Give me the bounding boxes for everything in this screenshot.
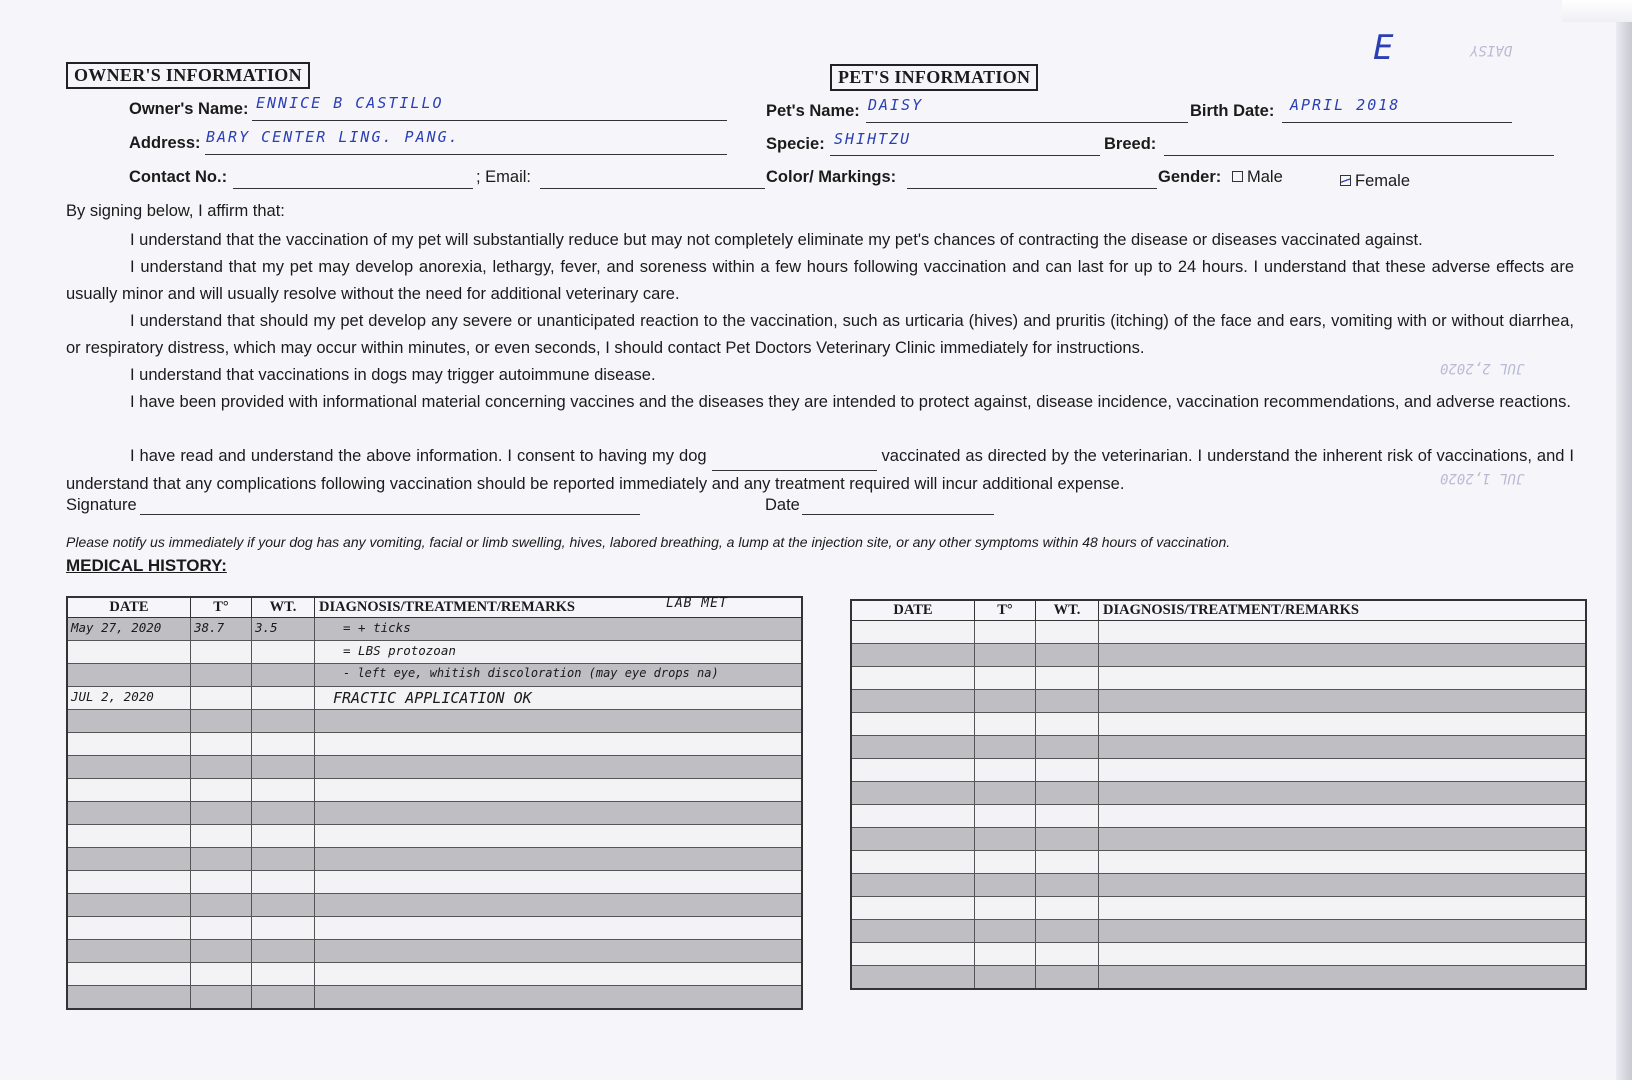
remarks-cell[interactable] (315, 687, 803, 710)
temp-cell[interactable] (975, 621, 1036, 644)
temp-cell[interactable] (191, 986, 252, 1010)
consent-paragraph-2: I understand that my pet may develop anorexia, lethargy, fever, and soreness within a few hours following vaccination and can last for up to 24 hours. I understand that these adverse effects are usually minor and will usually resolve without the need for additional veterinary care. (66, 258, 1574, 303)
color-label: Color/ Markings: (766, 168, 897, 186)
weight-cell[interactable] (1036, 920, 1099, 943)
gender-female-label: Female (1355, 172, 1411, 190)
temp-cell[interactable] (975, 713, 1036, 736)
weight-cell[interactable] (1036, 621, 1099, 644)
column-header-date: DATE (851, 600, 975, 621)
remarks-cell[interactable] (1099, 621, 1587, 644)
date-cell[interactable] (67, 825, 191, 848)
date-cell[interactable] (851, 874, 975, 897)
remarks-cell[interactable] (315, 940, 803, 963)
remarks-cell[interactable] (1099, 828, 1587, 851)
medical-history-table-left (66, 596, 803, 1010)
remarks-cell[interactable] (315, 871, 803, 894)
remarks-cell[interactable] (1099, 690, 1587, 713)
remarks-cell[interactable] (315, 664, 803, 687)
table-row (851, 621, 1586, 644)
temp-cell[interactable] (975, 943, 1036, 966)
temp-cell[interactable] (975, 966, 1036, 990)
breed-label: Breed: (1104, 135, 1157, 153)
date-cell[interactable] (851, 690, 975, 713)
contact-field[interactable] (233, 188, 473, 189)
specie-value: SHIHTZU (834, 130, 912, 148)
table-row (67, 848, 802, 871)
weight-cell[interactable] (1036, 966, 1099, 990)
table-row (851, 966, 1586, 990)
consent-paragraph-4: I understand that vaccinations in dogs may trigger autoimmune disease. (130, 366, 656, 384)
table-row (67, 733, 802, 756)
owner-name-value: ENNICE B CASTILLO (256, 94, 444, 112)
weight-cell[interactable] (1036, 667, 1099, 690)
remarks-cell[interactable] (1099, 897, 1587, 920)
date-cell[interactable] (851, 736, 975, 759)
row-weight: 3.5 (255, 620, 278, 635)
weight-cell[interactable] (252, 756, 315, 779)
address-value: BARY CENTER LING. PANG. (206, 128, 460, 146)
remarks-cell[interactable] (315, 618, 803, 641)
weight-cell[interactable] (1036, 644, 1099, 667)
date-cell[interactable] (851, 759, 975, 782)
row-remarks: = + ticks (343, 620, 411, 635)
column-header-date: DATE (67, 597, 191, 618)
table-row (851, 805, 1586, 828)
bleed-through: DAISY (1470, 42, 1513, 58)
date-cell[interactable] (851, 920, 975, 943)
pet-section-title: PET'S INFORMATION (830, 64, 1038, 91)
weight-cell[interactable] (252, 963, 315, 986)
remarks-cell[interactable] (315, 848, 803, 871)
date-cell[interactable] (67, 687, 191, 710)
corner-mark: E (1373, 28, 1394, 68)
table-row (67, 802, 802, 825)
table-row (67, 618, 802, 641)
table-row (851, 759, 1586, 782)
specie-field[interactable] (830, 155, 1100, 156)
table-row (67, 664, 802, 687)
pet-name-value: DAISY (868, 96, 924, 114)
consent-p6-end: vaccinated as directed by the veterinarian. I understand the inherent risk of vaccinations, and I understand that any complications following vaccination should be reported immediately and any treatment required will incur additional expense. (66, 447, 1574, 493)
weight-cell[interactable] (1036, 736, 1099, 759)
date-cell[interactable] (851, 828, 975, 851)
signature-label: Signature (66, 496, 137, 514)
weight-cell[interactable] (252, 871, 315, 894)
temp-cell[interactable] (191, 917, 252, 940)
email-label: ; Email: (476, 168, 532, 186)
row-date: JUL 2, 2020 (71, 689, 154, 704)
checkbox-checked-icon (1340, 175, 1351, 186)
date-cell[interactable] (851, 966, 975, 990)
temp-cell[interactable] (975, 667, 1036, 690)
gender-female-option[interactable] (1340, 172, 1410, 191)
date-cell[interactable] (67, 618, 191, 641)
date-cell[interactable] (67, 986, 191, 1010)
remarks-cell[interactable] (1099, 667, 1587, 690)
temp-cell[interactable] (975, 851, 1036, 874)
weight-cell[interactable] (252, 779, 315, 802)
remarks-cell[interactable] (1099, 851, 1587, 874)
temp-cell[interactable] (975, 920, 1036, 943)
weight-cell[interactable] (252, 894, 315, 917)
weight-cell[interactable] (252, 618, 315, 641)
weight-cell[interactable] (252, 733, 315, 756)
table-row (67, 986, 802, 1010)
address-field[interactable] (205, 154, 727, 155)
remarks-cell[interactable] (1099, 644, 1587, 667)
remarks-cell[interactable] (1099, 943, 1587, 966)
weight-cell[interactable] (252, 940, 315, 963)
weight-cell[interactable] (1036, 782, 1099, 805)
table-row (67, 641, 802, 664)
temp-cell[interactable] (975, 782, 1036, 805)
table-row (851, 874, 1586, 897)
temp-cell[interactable] (191, 940, 252, 963)
remarks-cell[interactable] (315, 779, 803, 802)
temp-cell[interactable] (191, 802, 252, 825)
table-row (851, 828, 1586, 851)
specie-label: Specie: (766, 135, 825, 153)
date-cell[interactable] (851, 897, 975, 920)
row-remarks: FRACTIC APPLICATION OK (333, 689, 532, 707)
date-cell[interactable] (67, 894, 191, 917)
weight-cell[interactable] (1036, 874, 1099, 897)
weight-cell[interactable] (252, 986, 315, 1010)
temp-cell[interactable] (191, 756, 252, 779)
temp-cell[interactable] (975, 828, 1036, 851)
weight-cell[interactable] (252, 710, 315, 733)
date-field[interactable] (802, 514, 994, 515)
date-cell[interactable] (67, 963, 191, 986)
column-header-temp: T° (191, 597, 252, 618)
remarks-cell[interactable] (1099, 759, 1587, 782)
dog-name-blank[interactable] (712, 443, 877, 471)
date-cell[interactable] (851, 851, 975, 874)
table-row (67, 871, 802, 894)
date-cell[interactable] (851, 805, 975, 828)
owner-name-label: Owner's Name: (129, 100, 249, 118)
remarks-cell[interactable] (315, 917, 803, 940)
temp-cell[interactable] (191, 710, 252, 733)
page-edge (1616, 0, 1632, 1080)
margin-note: LAB MET (666, 596, 728, 611)
temp-cell[interactable] (191, 848, 252, 871)
table-row (67, 940, 802, 963)
weight-cell[interactable] (1036, 851, 1099, 874)
table-row (851, 943, 1586, 966)
weight-cell[interactable] (252, 848, 315, 871)
temp-cell[interactable] (191, 687, 252, 710)
table-row (67, 894, 802, 917)
table-row (67, 779, 802, 802)
temp-cell[interactable] (975, 897, 1036, 920)
remarks-cell[interactable] (1099, 713, 1587, 736)
date-cell[interactable] (851, 943, 975, 966)
gender-label: Gender: (1158, 168, 1222, 186)
page-corner (1562, 0, 1632, 22)
date-cell[interactable] (67, 871, 191, 894)
table-row (851, 851, 1586, 874)
weight-cell[interactable] (1036, 897, 1099, 920)
signature-field[interactable] (140, 514, 640, 515)
date-cell[interactable] (851, 667, 975, 690)
bleed-through: JUL 1,2020 (1440, 470, 1525, 486)
date-cell[interactable] (67, 779, 191, 802)
consent-paragraph-1: I understand that the vaccination of my pet will substantially reduce but may not completely eliminate my pet's chances of contracting the disease or diseases vaccinated against. (130, 231, 1423, 249)
weight-cell[interactable] (1036, 828, 1099, 851)
consent-paragraph-6 (66, 443, 1574, 498)
table-row (851, 690, 1586, 713)
remarks-cell[interactable] (315, 963, 803, 986)
temp-cell[interactable] (191, 825, 252, 848)
temp-cell[interactable] (975, 759, 1036, 782)
table-row (67, 963, 802, 986)
date-label: Date (765, 496, 800, 514)
column-header-weight: WT. (252, 597, 315, 618)
row-temp: 38.7 (194, 620, 225, 635)
remarks-cell[interactable] (315, 641, 803, 664)
weight-cell[interactable] (1036, 943, 1099, 966)
remarks-cell[interactable] (1099, 966, 1587, 990)
date-cell[interactable] (851, 644, 975, 667)
weight-cell[interactable] (1036, 713, 1099, 736)
date-cell[interactable] (67, 733, 191, 756)
row-date: May 27, 2020 (71, 620, 162, 635)
table-row (851, 667, 1586, 690)
medical-history-title: MEDICAL HISTORY: (66, 556, 227, 575)
weight-cell[interactable] (252, 687, 315, 710)
remarks-cell[interactable] (315, 986, 803, 1010)
weight-cell[interactable] (252, 664, 315, 687)
email-field[interactable] (540, 188, 765, 189)
temp-cell[interactable] (191, 894, 252, 917)
table-row (67, 917, 802, 940)
temp-cell[interactable] (191, 733, 252, 756)
temp-cell[interactable] (191, 963, 252, 986)
date-cell[interactable] (851, 621, 975, 644)
temp-cell[interactable] (191, 641, 252, 664)
table-row (851, 920, 1586, 943)
table-row (851, 782, 1586, 805)
table-row (67, 710, 802, 733)
remarks-cell[interactable] (315, 802, 803, 825)
color-field[interactable] (907, 188, 1157, 189)
row-remarks: = LBS protozoan (343, 643, 456, 658)
gender-male-label: Male (1247, 168, 1283, 186)
weight-cell[interactable] (252, 802, 315, 825)
row-remarks: - left eye, whitish discoloration (may eye drops na) (343, 666, 719, 680)
temp-cell[interactable] (191, 664, 252, 687)
table-row (67, 756, 802, 779)
remarks-cell[interactable] (315, 825, 803, 848)
table-row (67, 825, 802, 848)
notice-text: Please notify us immediately if your dog has any vomiting, facial or limb swelling, hives, labored breathing, a lump at the injection site, or any other symptoms within 48 hours of vaccination. (66, 534, 1231, 550)
date-cell[interactable] (67, 710, 191, 733)
weight-cell[interactable] (252, 825, 315, 848)
birth-date-label: Birth Date: (1190, 102, 1275, 120)
remarks-cell[interactable] (315, 756, 803, 779)
table-row (851, 897, 1586, 920)
date-cell[interactable] (67, 940, 191, 963)
weight-cell[interactable] (1036, 690, 1099, 713)
address-label: Address: (129, 134, 201, 152)
date-cell[interactable] (851, 713, 975, 736)
temp-cell[interactable] (975, 874, 1036, 897)
gender-male-option[interactable] (1232, 168, 1283, 187)
consent-paragraph-3: I understand that should my pet develop any severe or unanticipated reaction to the vaccination, such as urticaria (hives) and pruritis (itching) of the face and ears, vomiting with or without diarrhea, or respiratory distress, which may occur within minutes, or even seconds, I should contact Pet Doctors Veterinary Clinic immediately for instructions. (66, 312, 1574, 357)
column-header-weight: WT. (1036, 600, 1099, 621)
remarks-cell[interactable] (1099, 920, 1587, 943)
birth-date-field[interactable] (1282, 122, 1512, 123)
temp-cell[interactable] (975, 690, 1036, 713)
table-row (67, 687, 802, 710)
temp-cell[interactable] (191, 618, 252, 641)
temp-cell[interactable] (975, 644, 1036, 667)
remarks-cell[interactable] (1099, 805, 1587, 828)
date-cell[interactable] (67, 664, 191, 687)
bleed-through: JUL 2,2020 (1440, 360, 1525, 376)
remarks-cell[interactable] (315, 733, 803, 756)
contact-label: Contact No.: (129, 168, 228, 186)
date-cell[interactable] (67, 848, 191, 871)
weight-cell[interactable] (252, 917, 315, 940)
remarks-cell[interactable] (315, 710, 803, 733)
temp-cell[interactable] (191, 871, 252, 894)
consent-paragraph-5: I have been provided with informational material concerning vaccines and the diseases they are intended to protect against, disease incidence, vaccination recommendations, and adverse reactions. (130, 393, 1571, 411)
birth-date-value: APRIL 2018 (1290, 96, 1401, 114)
column-header-temp: T° (975, 600, 1036, 621)
temp-cell[interactable] (191, 779, 252, 802)
date-cell[interactable] (67, 802, 191, 825)
weight-cell[interactable] (1036, 759, 1099, 782)
column-header-remarks: DIAGNOSIS/TREATMENT/REMARKS (315, 597, 803, 618)
weight-cell[interactable] (1036, 805, 1099, 828)
date-cell[interactable] (67, 756, 191, 779)
consent-intro: By signing below, I affirm that: (66, 202, 285, 220)
remarks-cell[interactable] (1099, 874, 1587, 897)
date-cell[interactable] (67, 641, 191, 664)
table-row (851, 736, 1586, 759)
temp-cell[interactable] (975, 805, 1036, 828)
owner-name-field[interactable] (252, 120, 727, 121)
remarks-cell[interactable] (1099, 782, 1587, 805)
medical-history-table-right (850, 599, 1587, 990)
owner-section-title: OWNER'S INFORMATION (66, 62, 310, 89)
table-row (851, 713, 1586, 736)
breed-field[interactable] (1164, 155, 1554, 156)
consent-p6-start: I have read and understand the above information. I consent to having my dog (130, 447, 707, 465)
date-cell[interactable] (67, 917, 191, 940)
remarks-cell[interactable] (1099, 736, 1587, 759)
checkbox-icon (1232, 171, 1243, 182)
pet-name-label: Pet's Name: (766, 102, 860, 120)
remarks-cell[interactable] (315, 894, 803, 917)
weight-cell[interactable] (252, 641, 315, 664)
temp-cell[interactable] (975, 736, 1036, 759)
date-cell[interactable] (851, 782, 975, 805)
table-row (851, 644, 1586, 667)
pet-name-field[interactable] (866, 122, 1188, 123)
column-header-remarks: DIAGNOSIS/TREATMENT/REMARKS (1099, 600, 1587, 621)
